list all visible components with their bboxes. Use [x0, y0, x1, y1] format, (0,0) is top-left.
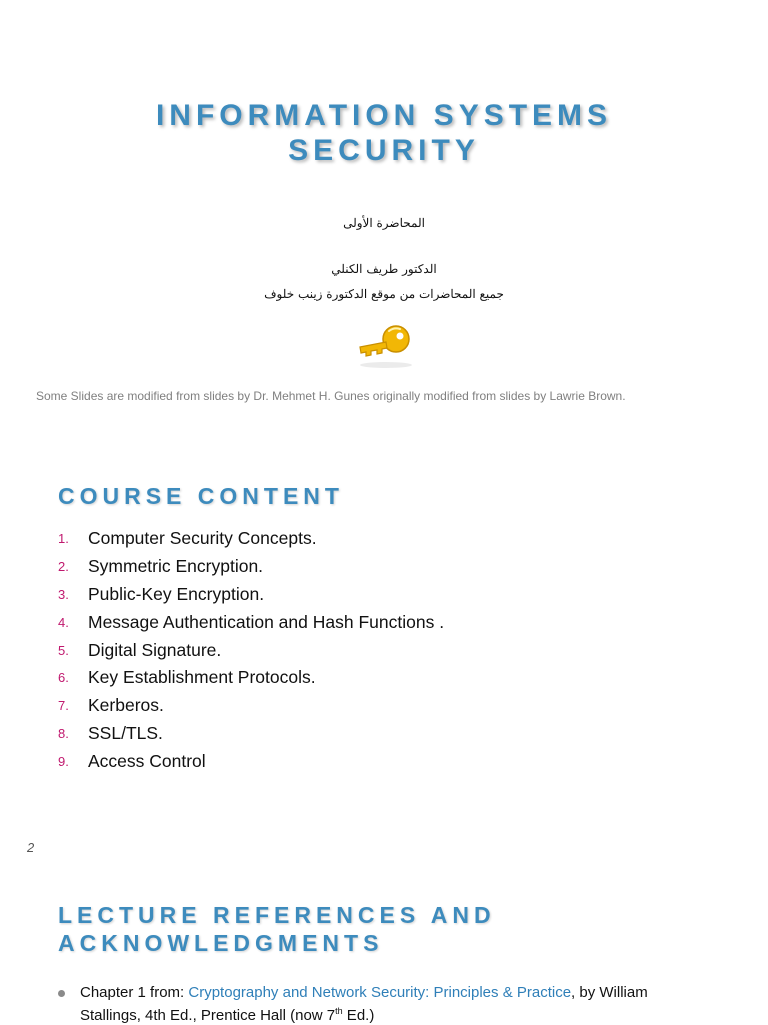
list-item-number: 1.	[58, 531, 69, 547]
list-item-text: Public-Key Encryption.	[88, 583, 265, 604]
course-list-item	[58, 747, 444, 775]
page-number: 2	[27, 840, 35, 855]
course-list-item	[58, 608, 444, 636]
source-note-arabic: جميع المحاضرات من موقع الدكتورة زينب خلوف	[264, 287, 504, 301]
reference-item	[58, 984, 708, 1025]
references-heading	[58, 901, 496, 957]
course-list-item	[58, 664, 444, 692]
list-item-number: 7.	[58, 698, 69, 714]
references-slide	[0, 860, 768, 1024]
title-line-1: INFORMATION SYSTEMS	[155, 99, 613, 132]
list-item-text: Symmetric Encryption.	[88, 556, 264, 577]
credit-note: Some Slides are modified from slides by Dr. Mehmet H. Gunes originally modified from slides by Lawrie Brown.	[36, 389, 626, 403]
list-item-number: 3.	[58, 586, 69, 602]
lecture-number-arabic: المحاضرة الأولى	[343, 216, 425, 230]
bullet-icon	[58, 990, 65, 997]
course-list-item	[58, 525, 444, 553]
title-line-2: SECURITY	[288, 134, 480, 167]
course-list-item	[58, 553, 444, 581]
list-item-number: 9.	[58, 753, 69, 769]
course-content-slide	[0, 440, 768, 860]
course-list-item	[58, 636, 444, 664]
references-heading-line-2: ACKNOWLEDGMENTS	[58, 930, 384, 956]
list-item-number: 8.	[58, 725, 69, 741]
course-list	[58, 525, 444, 775]
title-slide	[0, 0, 768, 440]
list-item-text: Access Control	[88, 750, 206, 771]
course-list-item	[58, 581, 444, 609]
list-item-text: Digital Signature.	[88, 639, 222, 660]
list-item-text: Computer Security Concepts.	[88, 528, 317, 549]
reference-end: Ed.)	[342, 1007, 375, 1024]
key-icon	[356, 322, 414, 370]
list-item-text: SSL/TLS.	[88, 722, 163, 743]
list-item-number: 6.	[58, 670, 69, 686]
course-content-heading: COURSE CONTENT	[58, 483, 344, 509]
book-title-link[interactable]: Cryptography and Network Security: Principles & Practice	[188, 984, 572, 1001]
course-list-item	[58, 692, 444, 720]
list-item-text: Key Establishment Protocols.	[88, 667, 316, 688]
reference-details: , by William Stallings, 4th Ed., Prentice Hall (now 7	[80, 984, 648, 1024]
references-heading-line-1: LECTURE REFERENCES AND	[58, 902, 496, 928]
list-item-number: 5.	[58, 642, 69, 658]
course-list-item	[58, 720, 444, 748]
slide-title	[0, 98, 768, 168]
list-item-text: Kerberos.	[88, 695, 164, 716]
list-item-number: 4.	[58, 614, 69, 630]
edition-superscript: th	[335, 1006, 343, 1016]
list-item-number: 2.	[58, 559, 69, 575]
reference-prefix: Chapter 1 from:	[80, 984, 189, 1001]
reference-text	[80, 984, 708, 1025]
list-item-text: Message Authentication and Hash Functions .	[88, 611, 445, 632]
lecturer-name-arabic: الدكتور طريف الكنلي	[331, 262, 437, 276]
